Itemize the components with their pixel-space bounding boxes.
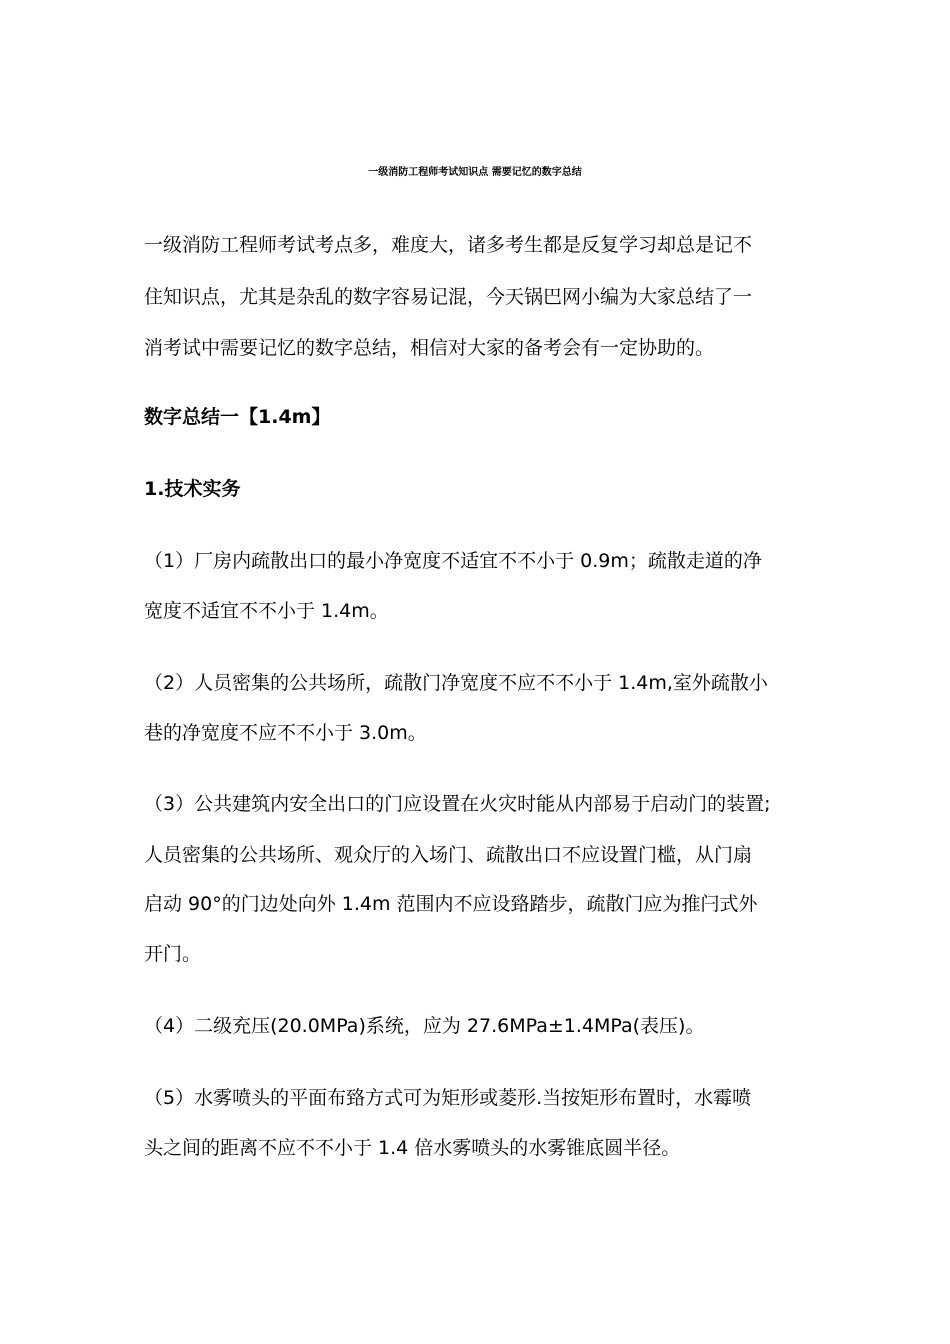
subsection-heading: 1.技术实务 (144, 478, 241, 500)
item-3-line-3: 启动 90°的门边处向外 1.4m 范围内不应设臵踏步，疏散门应为推闩式外 (144, 893, 758, 915)
item-1-line-1: （1）厂房内疏散出口的最小净宽度不适宜不不小于 0.9m；疏散走道的净 (144, 550, 762, 572)
item-3-line-2: 人员密集的公共场所、观众厅的入场门、疏散出口不应设置门槛，从门扇 (144, 844, 753, 866)
section-heading: 数字总结一【1.4m】 (144, 406, 331, 428)
item-5-line-1: （5）水雾喷头的平面布臵方式可为矩形或菱形.当按矩形布置时，水霉喷 (144, 1087, 752, 1109)
intro-line-3: 消考试中需要记忆的数字总结，相信对大家的备考会有一定协助的。 (144, 337, 715, 359)
intro-line-1: 一级消防工程师考试考点多，难度大，诸多考生都是反复学习却总是记不 (144, 234, 753, 256)
item-2-line-2: 巷的净宽度不应不不小于 3.0m。 (144, 722, 427, 744)
item-5-line-2: 头之间的距离不应不不小于 1.4 倍水雾喷头的水雾锥底圆半径。 (144, 1137, 681, 1159)
item-3-line-1: （3）公共建筑内安全出口的门应设置在火灾时能从内部易于启动门的装置; (144, 793, 771, 815)
item-2-line-1: （2）人员密集的公共场所，疏散门净宽度不应不不小于 1.4m,室外疏散小 (144, 672, 768, 694)
intro-line-2: 住知识点，尤其是杂乱的数字容易记混，今天锅巴网小编为大家总结了一 (144, 286, 753, 308)
item-4-line-1: （4）二级充压(20.0MPa)系统，应为 27.6MPa±1.4MPa(表压)。 (144, 1015, 705, 1037)
item-3-line-4: 开门。 (144, 943, 202, 965)
item-1-line-2: 宽度不适宜不不小于 1.4m。 (144, 600, 389, 622)
document-title: 一级消防工程师考试知识点 需要记忆的数字总结 (368, 167, 582, 178)
